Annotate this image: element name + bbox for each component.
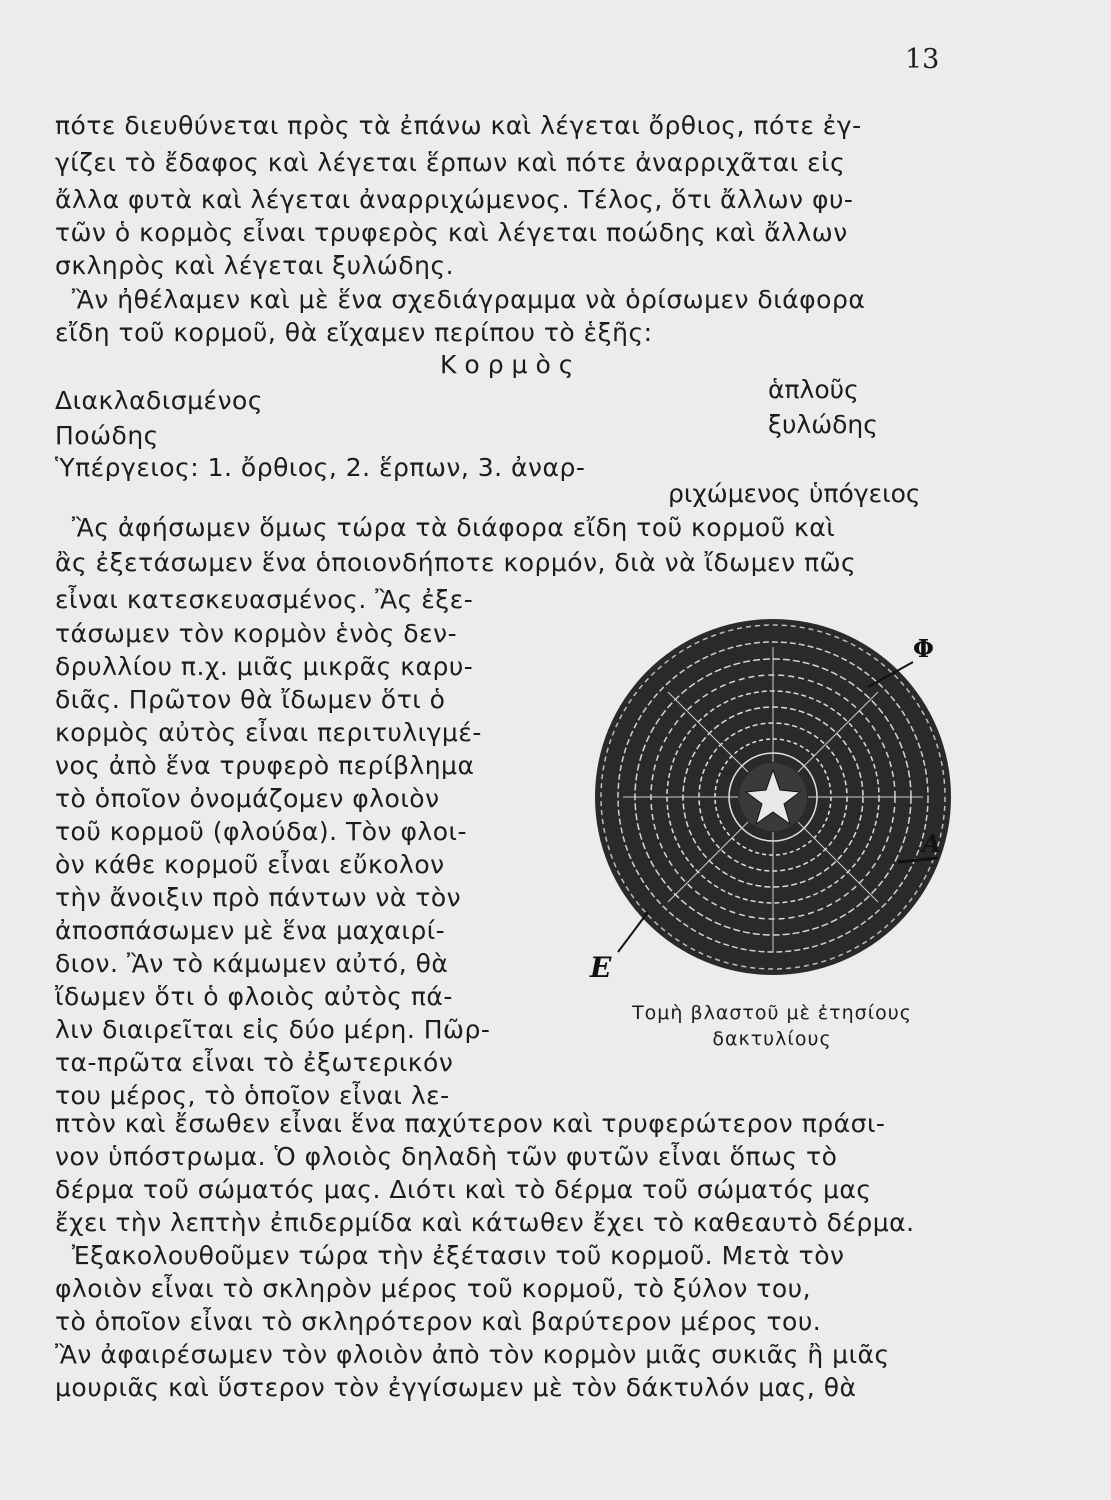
text-line: δέρμα τοῦ σώματός μας. Διότι καὶ τὸ δέρμα τοῦ σώματός μας (55, 1175, 872, 1204)
diagram-item: Ὑπέργειος: 1. ὄρθιος, 2. ἕρπων, 3. ἀναρ- (55, 453, 586, 482)
text-line: Ἂν ἀφαιρέσωμεν τὸν φλοιὸν ἀπὸ τὸν κορμὸν μιᾶς συκιᾶς ἢ μιᾶς (55, 1340, 890, 1369)
text-line: του μέρος, τὸ ὁποῖον εἶναι λε- (55, 1081, 450, 1110)
text-line: ἔχει τὴν λεπτὴν ἐπιδερμίδα καὶ κάτωθεν ἔχει τὸ καθεαυτὸ δέρμα. (55, 1208, 915, 1237)
text-line: τῶν ὁ κορμὸς εἶναι τρυφερὸς καὶ λέγεται ποώδης καὶ ἄλλων (55, 218, 848, 247)
text-line: πότε διευθύνεται πρὸς τὰ ἐπάνω καὶ λέγεται ὄρθιος, πότε ἐγ- (55, 111, 862, 140)
text-line: νον ὑπόστρωμα. Ὁ φλοιὸς δηλαδὴ τῶν φυτῶν εἶναι ὅπως τὸ (55, 1142, 838, 1171)
text-line: κορμὸς αὐτὸς εἶναι περιτυλιγμέ- (55, 718, 482, 747)
text-line: λιν διαιρεῖται εἰς δύο μέρη. Πῶρ- (55, 1015, 491, 1044)
label-epsilon: Ε (590, 951, 612, 984)
text-line: τάσωμεν τὸν κορμὸν ἑνὸς δεν- (55, 619, 458, 648)
text-line: δρυλλίου π.χ. μιᾶς μικρᾶς καρυ- (55, 652, 474, 681)
text-line: ἀποσπάσωμεν μὲ ἕνα μαχαιρί- (55, 916, 446, 945)
text-line: γίζει τὸ ἔδαφος καὶ λέγεται ἕρπων καὶ πότε ἀναρριχᾶται εἰς (55, 148, 846, 177)
text-line: μουριᾶς καὶ ὕστερον τὸν ἐγγίσωμεν μὲ τὸν δάκτυλόν μας, θὰ (55, 1373, 857, 1402)
rings (595, 619, 951, 975)
text-line: πτὸν καὶ ἔσωθεν εἶναι ἕνα παχύτερον καὶ τρυφερώτερον πράσι- (55, 1109, 886, 1138)
text-line: Ἐξακολουθοῦμεν τώρα τὴν ἐξέτασιν τοῦ κορμοῦ. Μετὰ τὸν (55, 1241, 845, 1270)
text-line: Ἂς ἀφήσωμεν ὅμως τώρα τὰ διάφορα εἴδη τοῦ κορμοῦ καὶ (55, 513, 836, 542)
text-line: ἴδωμεν ὅτι ὁ φλοιὸς αὐτὸς πά- (55, 982, 453, 1011)
text-line: διον. Ἂν τὸ κάμωμεν αὐτό, θὰ (55, 949, 449, 978)
text-line: Ἂν ἠθέλαμεν καὶ μὲ ἕνα σχεδιάγραμμα νὰ ὁρίσωμεν διάφορα (55, 285, 866, 314)
label-phi: Φ (913, 634, 934, 663)
text-line: τὴν ἄνοιξιν πρὸ πάντων νὰ τὸν (55, 883, 462, 912)
page-number: 13 (905, 44, 940, 75)
text-line: νος ἀπὸ ἕνα τρυφερὸ περίβλημα (55, 751, 475, 780)
text-line: τὸ ὁποῖον ὀνομάζομεν φλοιὸν (55, 784, 440, 813)
text-line: τα-πρῶτα εἶναι τὸ ἐξωτερικόν (55, 1048, 454, 1077)
text-line: εἶναι κατεσκευασμένος. Ἂς ἐξε- (55, 585, 474, 614)
text-line: σκληρὸς καὶ λέγεται ξυλώδης. (55, 251, 455, 280)
text-line: φλοιὸν εἶναι τὸ σκληρὸν μέρος τοῦ κορμοῦ, τὸ ξύλον του, (55, 1274, 812, 1303)
stem-cross-section-figure (568, 612, 968, 992)
caption-line: Τομὴ βλαστοῦ μὲ ἐτησίους (632, 1002, 912, 1024)
text-line: εἴδη τοῦ κορμοῦ, θὰ εἴχαμεν περίπου τὸ ἑξῆς: (55, 318, 653, 347)
diagram-title: Κορμὸς (440, 350, 582, 379)
text-line: τοῦ κορμοῦ (φλούδα). Τὸν φλοι- (55, 817, 468, 846)
diagram-item: Ποώδης (55, 421, 159, 450)
label-alpha: Α (922, 829, 941, 858)
caption-line: δακτυλίους (712, 1028, 832, 1050)
figure-caption (592, 1000, 952, 1052)
text-line: τὸ ὁποῖον εἶναι τὸ σκληρότερον καὶ βαρύτερον μέρος του. (55, 1307, 822, 1336)
text-line: ὸν κάθε κορμοῦ εἶναι εὔκολον (55, 850, 445, 879)
diagram-continuation: ριχώμενος ὑπόγειος (668, 479, 921, 508)
text-line: ἄλλα φυτὰ καὶ λέγεται ἀναρριχώμενος. Τέλος, ὅτι ἄλλων φυ- (55, 185, 854, 214)
text-line: διᾶς. Πρῶτον θὰ ἴδωμεν ὅτι ὁ (55, 685, 446, 714)
diagram-item: Διακλαδισμένος (55, 386, 264, 415)
text-line: ἂς ἐξετάσωμεν ἕνα ὁποιονδήποτε κορμόν, διὰ νὰ ἴδωμεν πῶς (55, 548, 857, 577)
label-pointer-epsilon (618, 912, 648, 952)
diagram-item: ἁπλοῦς (768, 375, 859, 404)
diagram-item: ξυλώδης (768, 410, 878, 439)
